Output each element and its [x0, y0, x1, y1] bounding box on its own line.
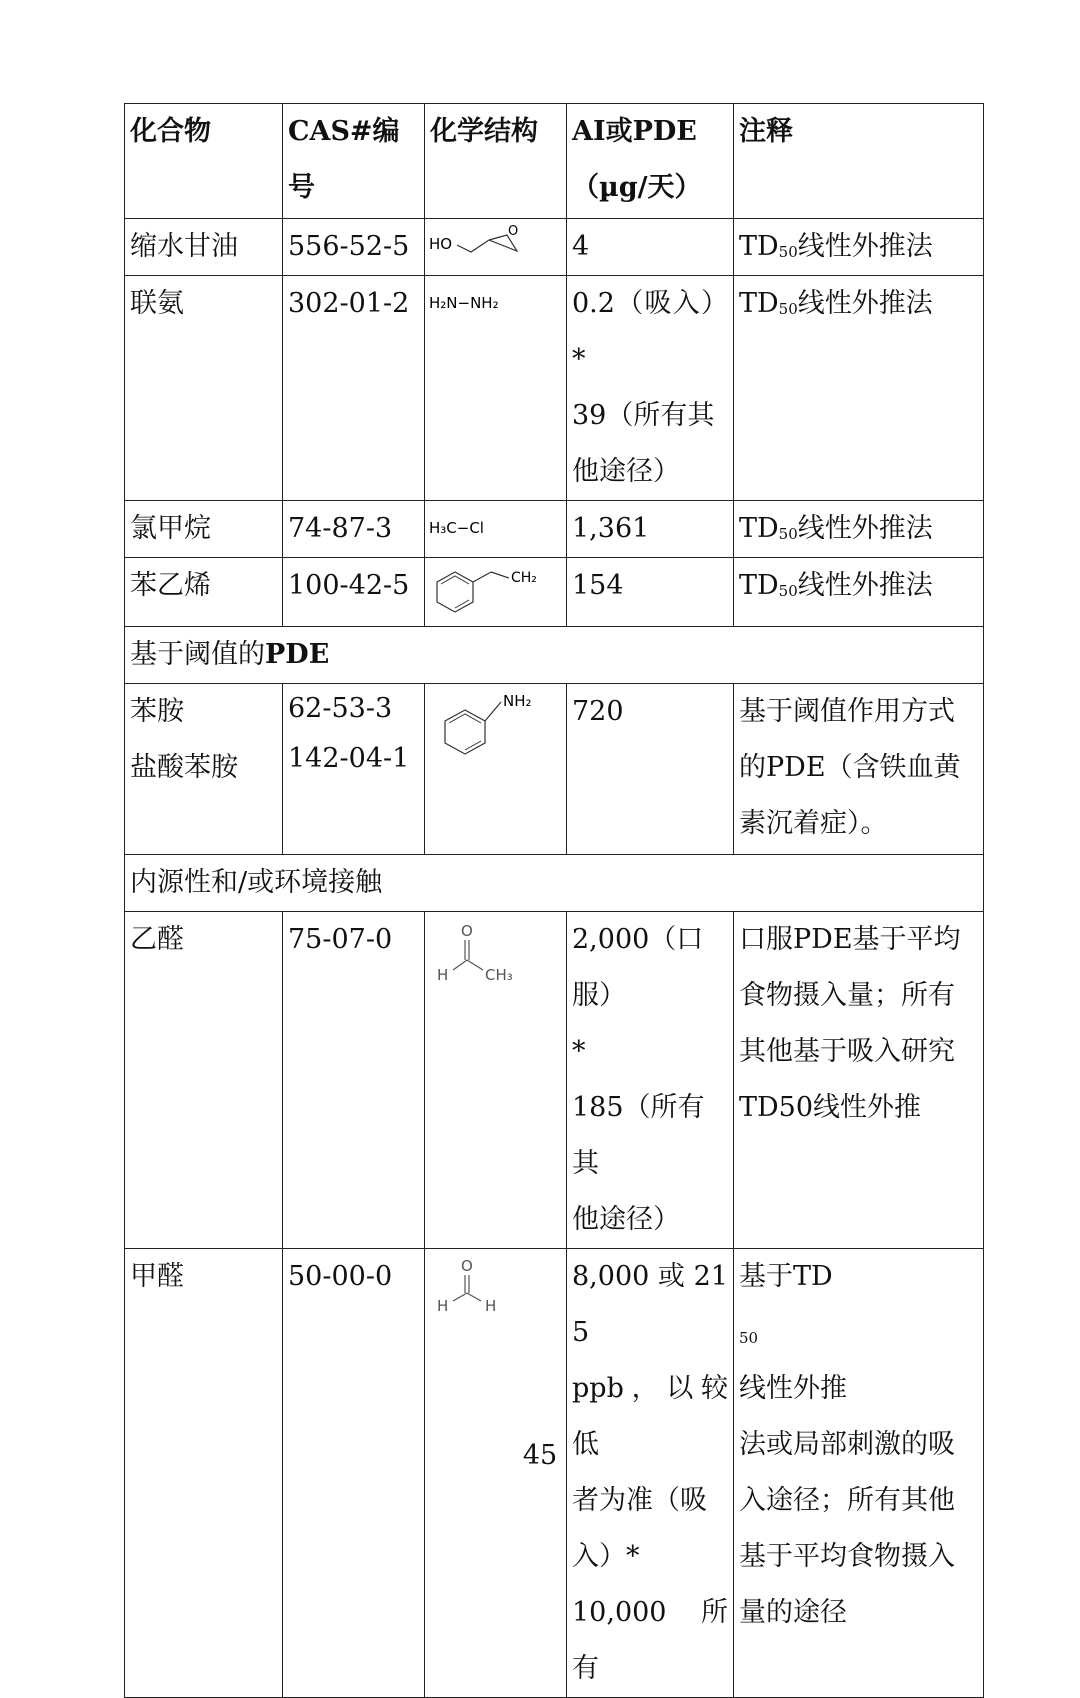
structure-cell	[425, 558, 567, 627]
table-row	[125, 1249, 984, 1698]
header-compound: 化合物	[125, 104, 283, 219]
compound-cell: 乙醛	[125, 912, 283, 1249]
note-cell: 口服PDE基于平均 食物摄入量；所有 其他基于吸入研究 TD50线性外推	[734, 912, 984, 1249]
structure-cell	[425, 1249, 567, 1698]
section-row	[125, 855, 984, 912]
header-ai-pde-unit: （µg/天）	[572, 172, 702, 203]
cas-cell: 100-42-5	[283, 558, 425, 627]
header-note: 注释	[734, 104, 984, 219]
structure-label: HO	[429, 235, 453, 253]
structure-cell	[425, 219, 567, 276]
structure-label: H₂N−NH₂	[429, 294, 499, 312]
page-number: 45	[522, 1440, 558, 1471]
note-cell: $TD_{50}$线性外推法	[734, 276, 984, 501]
structure-label: H₃C−Cl	[429, 519, 484, 537]
glycidol-structure-icon	[429, 225, 529, 259]
header-row	[125, 104, 984, 219]
structure-oxygen: O	[461, 922, 473, 940]
formaldehyde-structure-icon	[429, 1255, 559, 1335]
compound-cell: 苯胺 盐酸苯胺	[125, 684, 283, 855]
table-row	[125, 558, 984, 627]
table-row	[125, 219, 984, 276]
header-structure: 化学结构	[425, 104, 567, 219]
table-row	[125, 912, 984, 1249]
note-cell: $TD_{50}$线性外推法	[734, 558, 984, 627]
compound-cell: 联氨	[125, 276, 283, 501]
ai-cell: 4	[567, 219, 734, 276]
structure-cell	[425, 276, 567, 501]
cas-cell: 50-00-0	[283, 1249, 425, 1698]
cas-cell: 74-87-3	[283, 501, 425, 558]
aniline-structure-icon	[429, 690, 559, 770]
structure-hydrogen: H	[437, 1297, 449, 1315]
cas-cell: 302-01-2	[283, 276, 425, 501]
hydrazine-structure-icon	[429, 282, 529, 316]
compound-cell: 缩水甘油	[125, 219, 283, 276]
ai-cell: 8,000 或 215 ppb，以较低 者为准（吸 入）* 10,000 所 有	[567, 1249, 734, 1698]
compound-cell: 氯甲烷	[125, 501, 283, 558]
structure-label: NH₂	[503, 692, 532, 710]
note-cell: 基于阈值作用方式 的PDE（含铁血黄 素沉着症）。	[734, 684, 984, 855]
structure-cell	[425, 912, 567, 1249]
chloromethane-structure-icon	[429, 507, 529, 541]
cas-cell: 62-53-3 142-04-1	[283, 684, 425, 855]
compound-cell: 苯乙烯	[125, 558, 283, 627]
table-row	[125, 684, 984, 855]
header-cas: CAS#编号	[283, 104, 425, 219]
structure-hydrogen: H	[485, 1297, 497, 1315]
structure-cell	[425, 684, 567, 855]
svg-text:O: O	[508, 224, 519, 239]
header-ai-pde-line1: AI或PDE	[572, 116, 697, 147]
ai-cell: 1,361	[567, 501, 734, 558]
structure-methyl: CH₃	[485, 966, 513, 984]
note-cell: $TD_{50}$线性外推法	[734, 219, 984, 276]
table-row	[125, 276, 984, 501]
styrene-structure-icon	[429, 564, 559, 620]
ai-cell: 720	[567, 684, 734, 855]
cas-cell: 75-07-0	[283, 912, 425, 1249]
ai-cell: 2,000（口服） * 185（所有其 他途径）	[567, 912, 734, 1249]
structure-label: CH₂	[511, 570, 537, 586]
acetaldehyde-structure-icon	[429, 918, 559, 998]
structure-cell	[425, 501, 567, 558]
header-ai-pde	[567, 104, 734, 219]
structure-hydrogen: H	[437, 966, 449, 984]
section-title: 内源性和/或环境接触	[125, 855, 984, 912]
note-cell: $TD_{50}$线性外推法	[734, 501, 984, 558]
table-row	[125, 501, 984, 558]
section-row	[125, 627, 984, 684]
ai-cell: 154	[567, 558, 734, 627]
section-title: 基于阈值的PDE	[125, 627, 984, 684]
cas-cell: 556-52-5	[283, 219, 425, 276]
ai-cell: 0.2（吸入）* 39（所有其 他途径）	[567, 276, 734, 501]
compound-cell: 甲醛	[125, 1249, 283, 1698]
note-cell: 基于TD $_{50}$ 线性外推 法或局部刺激的吸 入途径；所有其他 基于平均食物摄入 量的途径	[734, 1249, 984, 1698]
structure-oxygen: O	[461, 1257, 473, 1275]
